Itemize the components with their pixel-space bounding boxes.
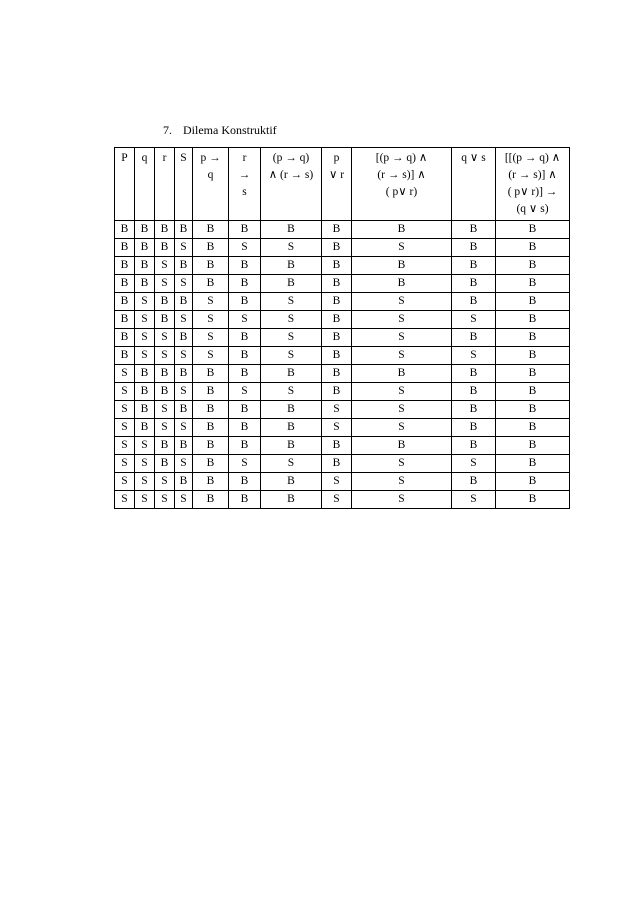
- table-cell: S: [155, 329, 175, 347]
- table-cell: B: [115, 239, 135, 257]
- table-cell: S: [115, 491, 135, 509]
- table-cell: S: [261, 239, 322, 257]
- table-cell: S: [193, 293, 229, 311]
- table-cell: B: [135, 257, 155, 275]
- table-cell: B: [175, 437, 193, 455]
- table-cell: B: [322, 257, 352, 275]
- table-row: [115, 455, 570, 473]
- table-cell: S: [193, 329, 229, 347]
- table-cell: B: [352, 221, 452, 239]
- header-line: (q ∨ s): [516, 203, 549, 215]
- table-cell: B: [261, 419, 322, 437]
- table-cell: S: [229, 311, 261, 329]
- table-cell: S: [352, 347, 452, 365]
- table-cell: S: [175, 419, 193, 437]
- table-cell: S: [352, 239, 452, 257]
- table-cell: S: [322, 491, 352, 509]
- table-cell: S: [175, 239, 193, 257]
- table-cell: B: [261, 473, 322, 491]
- table-cell: B: [452, 293, 496, 311]
- table-cell: S: [135, 491, 155, 509]
- header-line: r: [242, 152, 247, 164]
- table-cell: B: [155, 293, 175, 311]
- table-cell: B: [496, 311, 570, 329]
- table-cell: B: [496, 437, 570, 455]
- table-cell: B: [229, 257, 261, 275]
- table-cell: S: [115, 383, 135, 401]
- table-cell: S: [135, 311, 155, 329]
- table-cell: S: [135, 347, 155, 365]
- header-cell: [193, 148, 229, 221]
- table-cell: B: [496, 239, 570, 257]
- table-cell: B: [496, 491, 570, 509]
- table-cell: B: [261, 257, 322, 275]
- section-heading: [163, 123, 277, 138]
- table-cell: B: [135, 401, 155, 419]
- table-cell: S: [352, 491, 452, 509]
- table-cell: S: [135, 293, 155, 311]
- table-cell: B: [496, 383, 570, 401]
- table-cell: S: [229, 239, 261, 257]
- table-cell: S: [452, 347, 496, 365]
- table-cell: B: [229, 293, 261, 311]
- header-line: ∨ r: [328, 169, 345, 181]
- table-row: [115, 257, 570, 275]
- header-cell: [496, 148, 570, 221]
- table-cell: B: [229, 473, 261, 491]
- table-row: [115, 347, 570, 365]
- table-cell: B: [261, 221, 322, 239]
- header-line: p: [333, 152, 340, 164]
- table-cell: S: [175, 383, 193, 401]
- table-cell: S: [175, 311, 193, 329]
- table-cell: B: [322, 437, 352, 455]
- table-cell: B: [193, 365, 229, 383]
- table-cell: S: [115, 437, 135, 455]
- table-cell: S: [135, 455, 155, 473]
- table-cell: B: [155, 455, 175, 473]
- header-cell: [135, 148, 155, 221]
- header-cell: [352, 148, 452, 221]
- table-cell: B: [229, 491, 261, 509]
- header-cell: [115, 148, 135, 221]
- header-line: (p → q): [272, 152, 310, 164]
- table-cell: B: [322, 221, 352, 239]
- table-cell: B: [155, 311, 175, 329]
- table-cell: B: [452, 329, 496, 347]
- table-cell: S: [155, 275, 175, 293]
- table-cell: B: [135, 239, 155, 257]
- table-cell: B: [322, 239, 352, 257]
- header-line: (r → s)] ∧: [377, 169, 426, 181]
- table-row: [115, 221, 570, 239]
- table-cell: B: [193, 401, 229, 419]
- table-cell: S: [175, 275, 193, 293]
- table-cell: S: [115, 473, 135, 491]
- table-cell: S: [452, 491, 496, 509]
- header-line: r: [162, 152, 167, 164]
- table-cell: S: [352, 293, 452, 311]
- table-row: [115, 275, 570, 293]
- table-cell: B: [322, 311, 352, 329]
- table-cell: S: [229, 455, 261, 473]
- header-line: ( p∨ r): [385, 186, 418, 198]
- table-cell: B: [155, 365, 175, 383]
- table-cell: S: [155, 347, 175, 365]
- header-line: ( p∨ r)] →: [507, 186, 558, 198]
- table-cell: B: [115, 257, 135, 275]
- table-cell: S: [155, 401, 175, 419]
- table-cell: S: [352, 455, 452, 473]
- table-cell: B: [135, 221, 155, 239]
- table-cell: B: [193, 221, 229, 239]
- table-cell: B: [496, 293, 570, 311]
- table-cell: B: [261, 401, 322, 419]
- table-cell: B: [135, 275, 155, 293]
- table-cell: B: [229, 347, 261, 365]
- table-cell: B: [155, 221, 175, 239]
- table-cell: S: [115, 419, 135, 437]
- section-number: 7.: [163, 123, 172, 137]
- table-cell: S: [135, 437, 155, 455]
- table-cell: B: [229, 275, 261, 293]
- table-cell: B: [193, 257, 229, 275]
- table-cell: S: [261, 347, 322, 365]
- table-cell: B: [193, 473, 229, 491]
- table-cell: B: [322, 365, 352, 383]
- table-cell: S: [261, 383, 322, 401]
- table-cell: B: [193, 383, 229, 401]
- table-cell: S: [322, 419, 352, 437]
- header-cell: [155, 148, 175, 221]
- table-cell: B: [115, 311, 135, 329]
- table-cell: B: [135, 383, 155, 401]
- table-cell: B: [322, 275, 352, 293]
- table-cell: B: [261, 491, 322, 509]
- table-cell: B: [352, 257, 452, 275]
- table-cell: S: [322, 473, 352, 491]
- table-cell: S: [261, 329, 322, 347]
- table-cell: B: [193, 491, 229, 509]
- table-cell: B: [193, 455, 229, 473]
- table-row: [115, 419, 570, 437]
- table-cell: B: [452, 437, 496, 455]
- table-cell: S: [261, 293, 322, 311]
- header-line: q: [141, 152, 148, 164]
- header-line: (r → s)] ∧: [508, 169, 557, 181]
- table-cell: B: [193, 437, 229, 455]
- table-cell: B: [352, 365, 452, 383]
- table-cell: B: [496, 419, 570, 437]
- table-cell: S: [352, 311, 452, 329]
- table-cell: B: [496, 401, 570, 419]
- header-line: s: [242, 186, 247, 198]
- table-cell: B: [452, 365, 496, 383]
- table-cell: B: [175, 473, 193, 491]
- table-cell: B: [496, 455, 570, 473]
- header-row: [115, 148, 570, 221]
- table-cell: B: [115, 329, 135, 347]
- table-cell: S: [115, 401, 135, 419]
- header-cell: [322, 148, 352, 221]
- table-cell: B: [352, 275, 452, 293]
- table-cell: B: [115, 275, 135, 293]
- table-cell: B: [115, 347, 135, 365]
- table-row: [115, 293, 570, 311]
- table-cell: S: [322, 401, 352, 419]
- table-cell: B: [229, 365, 261, 383]
- table-cell: S: [155, 473, 175, 491]
- table-cell: S: [352, 419, 452, 437]
- table-cell: B: [135, 419, 155, 437]
- table-cell: B: [135, 365, 155, 383]
- truth-table: [114, 147, 570, 509]
- header-line: S: [180, 152, 187, 164]
- table-cell: B: [229, 401, 261, 419]
- table-cell: B: [155, 437, 175, 455]
- table-cell: S: [175, 455, 193, 473]
- table-cell: S: [261, 311, 322, 329]
- table-cell: S: [352, 473, 452, 491]
- section-title: Dilema Konstruktif: [183, 123, 277, 137]
- table-cell: B: [322, 383, 352, 401]
- table-cell: B: [452, 383, 496, 401]
- header-line: ∧ (r → s): [268, 169, 314, 181]
- table-cell: B: [175, 401, 193, 419]
- table-cell: B: [229, 419, 261, 437]
- header-line: q ∨ s: [461, 152, 486, 164]
- table-cell: S: [115, 455, 135, 473]
- table-cell: S: [193, 311, 229, 329]
- header-line: →: [238, 169, 251, 181]
- header-line: q: [207, 169, 214, 181]
- table-cell: B: [155, 239, 175, 257]
- table-cell: S: [452, 455, 496, 473]
- table-cell: B: [452, 419, 496, 437]
- table-cell: B: [175, 293, 193, 311]
- table-cell: B: [193, 239, 229, 257]
- table-row: [115, 401, 570, 419]
- table-cell: B: [229, 437, 261, 455]
- table-cell: B: [496, 275, 570, 293]
- table-cell: B: [155, 383, 175, 401]
- header-cell: [175, 148, 193, 221]
- table-cell: S: [193, 347, 229, 365]
- table-cell: S: [175, 347, 193, 365]
- table-cell: B: [115, 221, 135, 239]
- table-cell: B: [352, 437, 452, 455]
- table-cell: S: [135, 473, 155, 491]
- header-line: [[(p → q) ∧: [504, 152, 561, 164]
- table-row: [115, 365, 570, 383]
- table-cell: B: [322, 293, 352, 311]
- table-row: [115, 239, 570, 257]
- table-cell: S: [115, 365, 135, 383]
- table-cell: S: [135, 329, 155, 347]
- table-cell: S: [352, 383, 452, 401]
- table-cell: B: [261, 437, 322, 455]
- header-line: p →: [200, 152, 221, 164]
- table-cell: S: [155, 419, 175, 437]
- table-cell: B: [175, 221, 193, 239]
- table-cell: B: [452, 257, 496, 275]
- table-cell: B: [261, 365, 322, 383]
- table-cell: S: [175, 491, 193, 509]
- table-cell: B: [322, 347, 352, 365]
- table-cell: B: [115, 293, 135, 311]
- table-cell: B: [175, 365, 193, 383]
- table-cell: S: [352, 329, 452, 347]
- header-line: P: [121, 152, 128, 164]
- table-cell: B: [496, 329, 570, 347]
- table-cell: B: [496, 347, 570, 365]
- table-row: [115, 437, 570, 455]
- table-cell: S: [261, 455, 322, 473]
- table-cell: B: [452, 221, 496, 239]
- table-cell: B: [175, 329, 193, 347]
- header-cell: [452, 148, 496, 221]
- table-cell: S: [155, 257, 175, 275]
- table-cell: B: [229, 221, 261, 239]
- table-cell: B: [175, 257, 193, 275]
- table-body: [115, 221, 570, 509]
- table-cell: S: [452, 311, 496, 329]
- table-row: [115, 311, 570, 329]
- table-cell: B: [322, 329, 352, 347]
- table-cell: B: [496, 473, 570, 491]
- header-cell: [261, 148, 322, 221]
- header-cell: [229, 148, 261, 221]
- table-cell: B: [322, 455, 352, 473]
- table-cell: B: [496, 221, 570, 239]
- table-cell: B: [452, 275, 496, 293]
- table-cell: B: [193, 275, 229, 293]
- table-cell: B: [496, 257, 570, 275]
- table-cell: B: [229, 329, 261, 347]
- table-cell: B: [452, 401, 496, 419]
- table-cell: S: [155, 491, 175, 509]
- table-cell: B: [452, 473, 496, 491]
- table-cell: S: [352, 401, 452, 419]
- table-cell: S: [229, 383, 261, 401]
- table-cell: B: [261, 275, 322, 293]
- table-row: [115, 491, 570, 509]
- table-cell: B: [193, 419, 229, 437]
- table-row: [115, 329, 570, 347]
- table-cell: B: [496, 365, 570, 383]
- header-line: [(p → q) ∧: [375, 152, 428, 164]
- table-cell: B: [452, 239, 496, 257]
- table-row: [115, 383, 570, 401]
- table-row: [115, 473, 570, 491]
